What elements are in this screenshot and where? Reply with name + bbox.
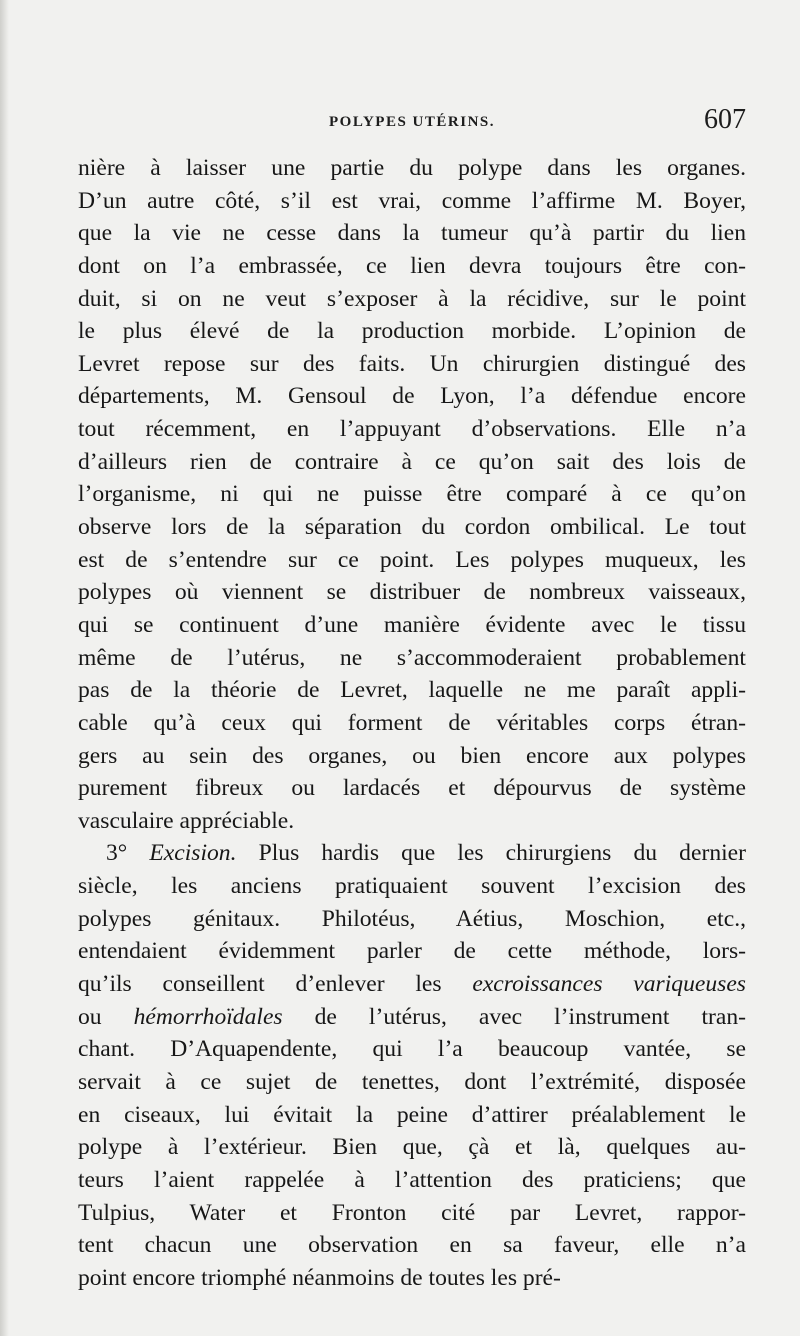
text-line: d’ailleurs rien de contraire à ce qu’on sait des lois de	[78, 448, 746, 475]
text-line: cable qu’à ceux qui forment de véritables corps étran-	[78, 709, 746, 736]
text-line: en ciseaux, lui évitait la peine d’attirer préalablement le	[78, 1101, 746, 1128]
text-line: Levret repose sur des faits. Un chirurgien distingué des	[78, 350, 746, 377]
text-line: observe lors de la séparation du cordon ombilical. Le tout	[78, 514, 746, 541]
text-line: qui se continuent d’une manière évidente avec le tissu	[78, 611, 746, 638]
text-line: vasculaire appréciable.	[78, 807, 295, 834]
body-text	[78, 152, 746, 1294]
text-line: tent chacun une observation en sa faveur, elle n’a	[78, 1232, 746, 1259]
italic-term: excroissances variqueuses	[472, 971, 746, 998]
text-line: chant. D’Aquapendente, qui l’a beaucoup vantée, se	[78, 1036, 746, 1063]
text-line: l’organisme, ni qui ne puisse être comparé à ce qu’on	[78, 481, 746, 508]
text-line: pas de la théorie de Levret, laquelle ne me paraît appli-	[78, 677, 746, 704]
text-line: Tulpius, Water et Fronton cité par Levret, rappor-	[78, 1199, 746, 1226]
text-line: même de l’utérus, ne s’accommoderaient probablement	[78, 644, 746, 671]
text-line: départements, M. Gensoul de Lyon, l’a défendue encore	[78, 383, 746, 410]
text-line: polypes où viennent se distribuer de nombreux vaisseaux,	[78, 579, 746, 606]
page-edge-shadow	[0, 0, 9, 1336]
text-line: point encore triomphé néanmoins de toutes les pré-	[78, 1264, 561, 1291]
page-number: 607	[704, 104, 746, 135]
text-line: nière à laisser une partie du polype dans les organes.	[78, 155, 746, 181]
text-line: entendaient évidemment parler de cette méthode, lors-	[78, 938, 746, 965]
text-line: le plus élevé de la production morbide. L’opinion de	[78, 318, 746, 345]
text-line: polypes génitaux. Philotéus, Aétius, Moschion, etc.,	[78, 905, 746, 932]
text-line: duit, si on ne veut s’exposer à la récidive, sur le point	[78, 285, 746, 312]
text-line: teurs l’aient rappelée à l’attention des praticiens; que	[78, 1166, 746, 1193]
text-line: tout récemment, en l’appuyant d’observations. Elle n’a	[78, 416, 746, 443]
running-title: POLYPES UTÉRINS.	[329, 114, 495, 130]
italic-term: hémorrhoïdales	[133, 1003, 283, 1030]
text-line: purement fibreux ou lardacés et dépourvus de système	[78, 775, 746, 802]
text-line: 3° Excision. Plus hardis que les chirurgiens du dernier	[106, 840, 746, 867]
text-line: est de s’entendre sur ce point. Les polypes muqueux, les	[78, 546, 746, 573]
text-line: servait à ce sujet de tenettes, dont l’extrémité, disposée	[78, 1068, 746, 1095]
text-line: dont on l’a embrassée, ce lien devra toujours être con-	[78, 252, 746, 279]
text-line: siècle, les anciens pratiquaient souvent l’excision des	[78, 873, 746, 900]
text-line: ou hémorrhoïdales de l’utérus, avec l’instrument tran-	[78, 1003, 746, 1030]
text-line: qu’ils conseillent d’enlever les excroissances variqueuses	[78, 971, 746, 998]
italic-term: Excision.	[149, 840, 237, 867]
text-line: D’un autre côté, s’il est vrai, comme l’affirme M. Boyer,	[78, 187, 746, 214]
text-line: polype à l’extérieur. Bien que, çà et là, quelques au-	[78, 1134, 746, 1161]
page-header	[78, 104, 746, 144]
text-line: que la vie ne cesse dans la tumeur qu’à partir du lien	[78, 220, 746, 247]
text-line: gers au sein des organes, ou bien encore aux polypes	[78, 742, 746, 769]
